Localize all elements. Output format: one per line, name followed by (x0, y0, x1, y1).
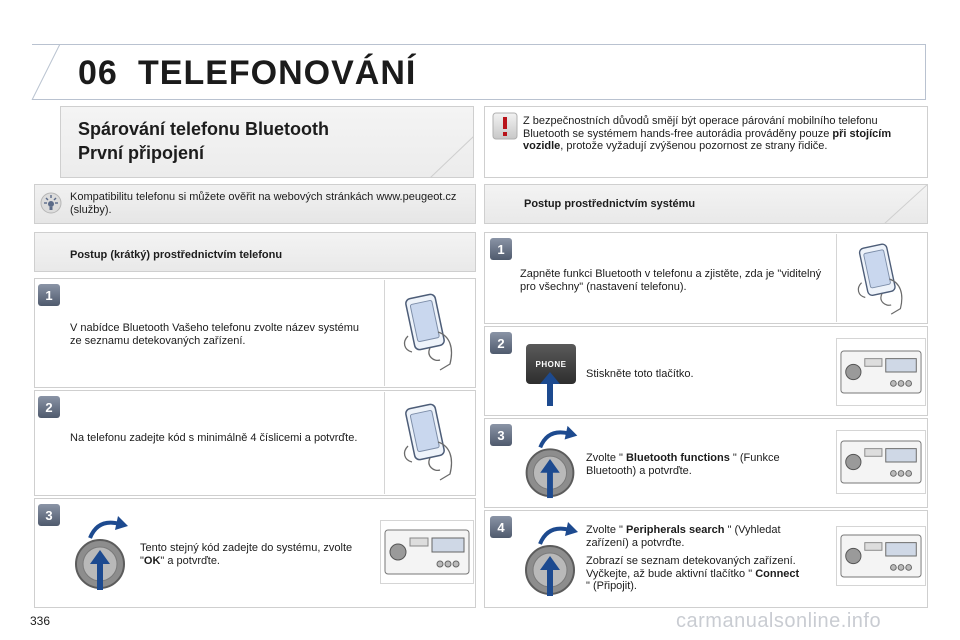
title-panel-diagonal (430, 106, 474, 178)
left-section-heading: Postup (krátký) prostřednictvím telefonu (70, 249, 283, 261)
car-radio-icon (384, 526, 470, 578)
phone-in-hand-icon (400, 402, 458, 482)
lightbulb-icon (40, 192, 62, 214)
page-subtitle: První připojení (78, 143, 205, 163)
step-number-badge: 3 (490, 424, 512, 446)
phone-in-hand-icon (400, 292, 458, 372)
arrow-up-icon (538, 372, 562, 406)
right-step-3-text: Zvolte " Bluetooth functions " (Funkce Bluetooth) a potvrďte. (586, 452, 780, 477)
page-number: 336 (30, 614, 51, 628)
rotary-knob-press-icon (68, 512, 132, 592)
right-step-1-text: Zapněte funkci Bluetooth v telefonu a zjistěte, zda je "viditelný pro všechny" (nastavení telefonu). (520, 268, 822, 293)
right-step-4-text-2: Zobrazí se seznam detekovaných zařízení. Vyčkejte, až bude aktivní tlačítko " Connect " (Připojit). (586, 555, 800, 592)
step-number-badge: 2 (38, 396, 60, 418)
right-step-4-text: Zvolte " Peripherals search " (Vyhledat zařízení) a potvrďte. (586, 524, 781, 549)
step-number-badge: 1 (38, 284, 60, 306)
phone-in-hand-icon (852, 242, 910, 316)
page-title: Spárování telefonu Bluetooth (78, 119, 330, 139)
car-radio-icon (840, 436, 922, 488)
compatibility-info-text: Kompatibilitu telefonu si můžete ověřit na webových stránkách www.peugeot.cz (služby). (70, 191, 457, 216)
step-number-badge: 1 (490, 238, 512, 260)
watermark: carmanualsonline.info (676, 610, 882, 632)
chapter-number: 06 (78, 54, 118, 92)
warning-icon (492, 112, 518, 140)
right-section-heading: Postup prostřednictvím systému (524, 198, 696, 210)
left-step-3-text: Tento stejný kód zadejte do systému, zvolte "OK" a potvrďte. (140, 542, 353, 567)
left-step-1-text: V nabídce Bluetooth Vašeho telefonu zvolte název systému ze seznamu detekovaných zařízení. (70, 322, 360, 347)
rotary-knob-press-icon (518, 422, 582, 500)
car-radio-icon (840, 530, 922, 582)
right-heading-diagonal (884, 184, 928, 224)
step-number-badge: 3 (38, 504, 60, 526)
title-panel (60, 106, 474, 178)
step-number-badge: 4 (490, 516, 512, 538)
phone-button: PHONE (526, 344, 576, 384)
step-number-badge: 2 (490, 332, 512, 354)
car-radio-icon (840, 344, 922, 400)
left-step-2-text: Na telefonu zadejte kód s minimálně 4 číslicemi a potvrďte. (70, 432, 358, 444)
rotary-knob-press-icon (518, 518, 582, 598)
right-step-2-text: Stiskněte toto tlačítko. (586, 368, 694, 380)
chapter-title: TELEFONOVÁNÍ (138, 54, 417, 92)
warning-text: Z bezpečnostních důvodů smějí být operace párování mobilního telefonu Bluetooth se systémem hands-free autorádia prováděny pouze při stojícím vozidle, protože vyžadují zvýšenou pozornost ze strany řidiče. (523, 115, 892, 152)
